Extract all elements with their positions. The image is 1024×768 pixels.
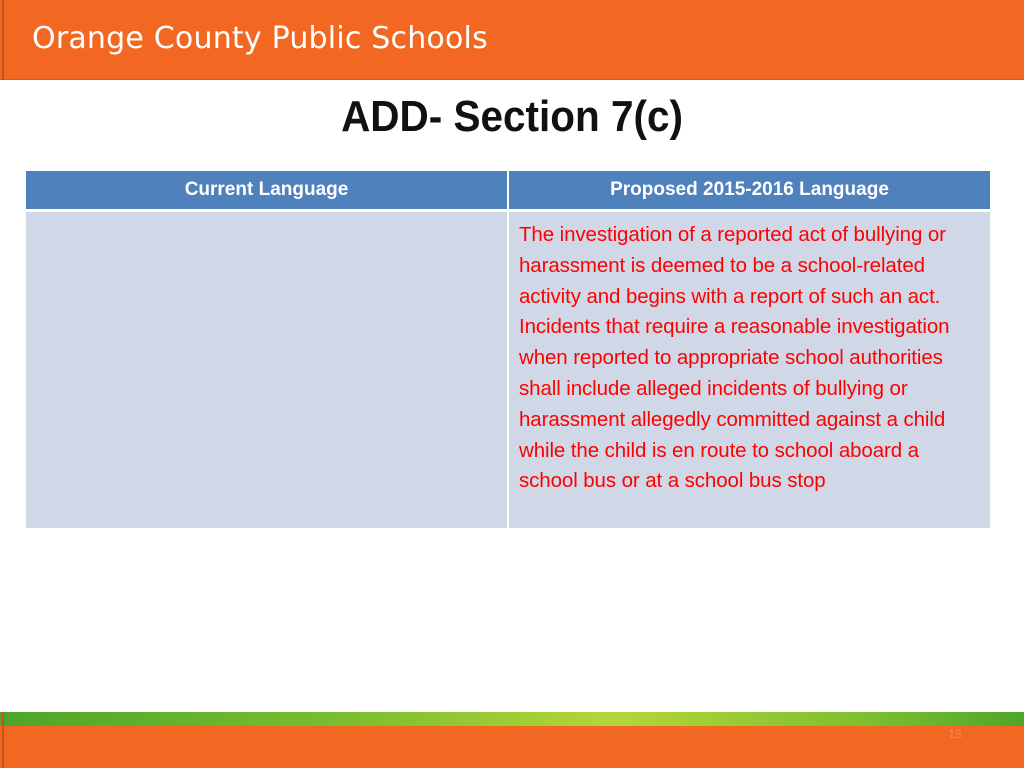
column-header-current: Current Language — [26, 171, 508, 211]
footer-green-stripe — [0, 712, 1024, 726]
current-language-cell — [26, 211, 508, 529]
column-header-proposed: Proposed 2015-2016 Language — [508, 171, 990, 211]
banner-edge-line — [2, 0, 4, 80]
slide-title: ADD- Section 7(c) — [341, 92, 683, 141]
page-number: 13 — [948, 727, 962, 741]
proposed-language-text: The investigation of a reported act of bullying or harassment is deemed to be a school-related activity and begins with a report of such an act. Incidents that require a reasonable investigation when reported to appropriate school authorities shall include alleged incidents of bullying or harassment allegedly committed against a child while the child is en route to school aboard a school bus or at a school bus stop — [519, 223, 950, 493]
organization-name: Orange County Public Schools — [32, 21, 488, 56]
table-row — [26, 211, 990, 529]
header-banner — [0, 0, 1024, 80]
proposed-language-cell — [508, 211, 990, 529]
footer-edge-line — [2, 712, 4, 768]
table-header-row — [26, 171, 990, 211]
footer-orange-band — [0, 726, 1024, 768]
language-comparison-table — [26, 171, 990, 528]
